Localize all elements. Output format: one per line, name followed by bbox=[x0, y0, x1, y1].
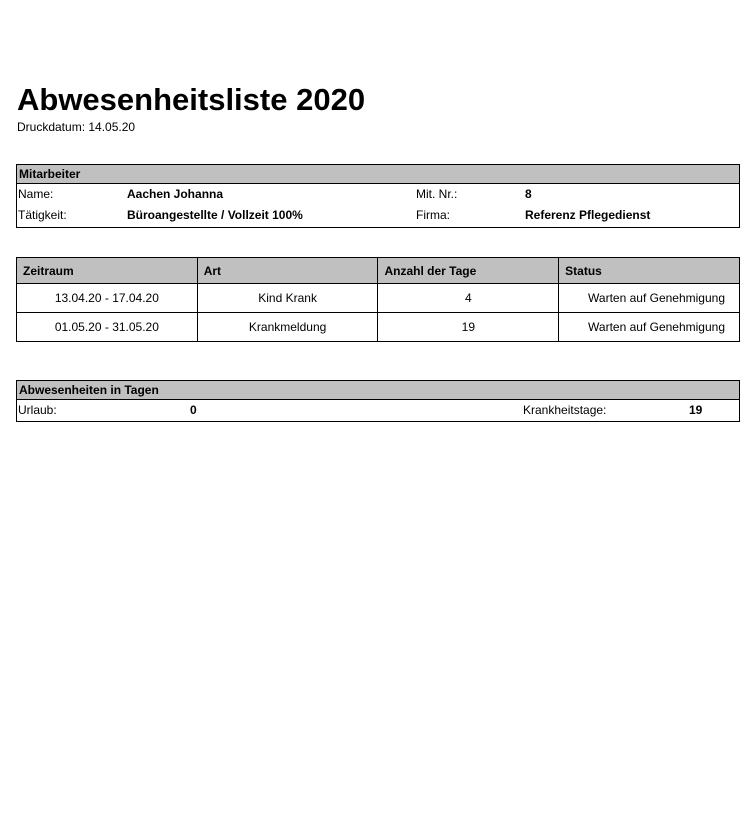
type-cell: Kind Krank bbox=[197, 284, 378, 313]
vacation-value: 0 bbox=[190, 403, 197, 417]
name-label: Name: bbox=[18, 187, 54, 201]
employee-section-header: Mitarbeiter bbox=[17, 165, 739, 184]
sick-days-label: Krankheitstage: bbox=[523, 403, 607, 417]
company-label: Firma: bbox=[416, 208, 450, 222]
column-header-days: Anzahl der Tage bbox=[378, 258, 559, 284]
employee-section bbox=[16, 164, 740, 228]
status-cell: Warten auf Genehmigung bbox=[559, 313, 740, 342]
table-row bbox=[17, 313, 740, 342]
employee-number-value: 8 bbox=[525, 187, 532, 201]
activity-value: Büroangestellte / Vollzeit 100% bbox=[127, 208, 303, 222]
employee-row-2 bbox=[17, 205, 739, 226]
print-date: Druckdatum: 14.05.20 bbox=[17, 120, 136, 134]
period-cell: 01.05.20 - 31.05.20 bbox=[17, 313, 198, 342]
period-cell: 13.04.20 - 17.04.20 bbox=[17, 284, 198, 313]
column-header-period: Zeitraum bbox=[17, 258, 198, 284]
absence-table bbox=[16, 257, 740, 342]
page-title: Abwesenheitsliste 2020 bbox=[17, 82, 366, 117]
status-cell: Warten auf Genehmigung bbox=[559, 284, 740, 313]
days-cell: 19 bbox=[378, 313, 559, 342]
summary-section bbox=[16, 380, 740, 422]
activity-label: Tätigkeit: bbox=[18, 208, 67, 222]
type-cell: Krankmeldung bbox=[197, 313, 378, 342]
name-value: Aachen Johanna bbox=[127, 187, 224, 201]
employee-number-label: Mit. Nr.: bbox=[416, 187, 458, 201]
column-header-type: Art bbox=[197, 258, 378, 284]
vacation-label: Urlaub: bbox=[18, 403, 57, 417]
table-row bbox=[17, 284, 740, 313]
summary-section-header: Abwesenheiten in Tagen bbox=[17, 381, 739, 400]
company-value: Referenz Pflegedienst bbox=[525, 208, 651, 222]
column-header-status: Status bbox=[559, 258, 740, 284]
table-header-row bbox=[17, 258, 740, 284]
employee-row-1 bbox=[17, 184, 739, 205]
summary-row bbox=[17, 400, 739, 420]
sick-days-value: 19 bbox=[689, 403, 703, 417]
days-cell: 4 bbox=[378, 284, 559, 313]
